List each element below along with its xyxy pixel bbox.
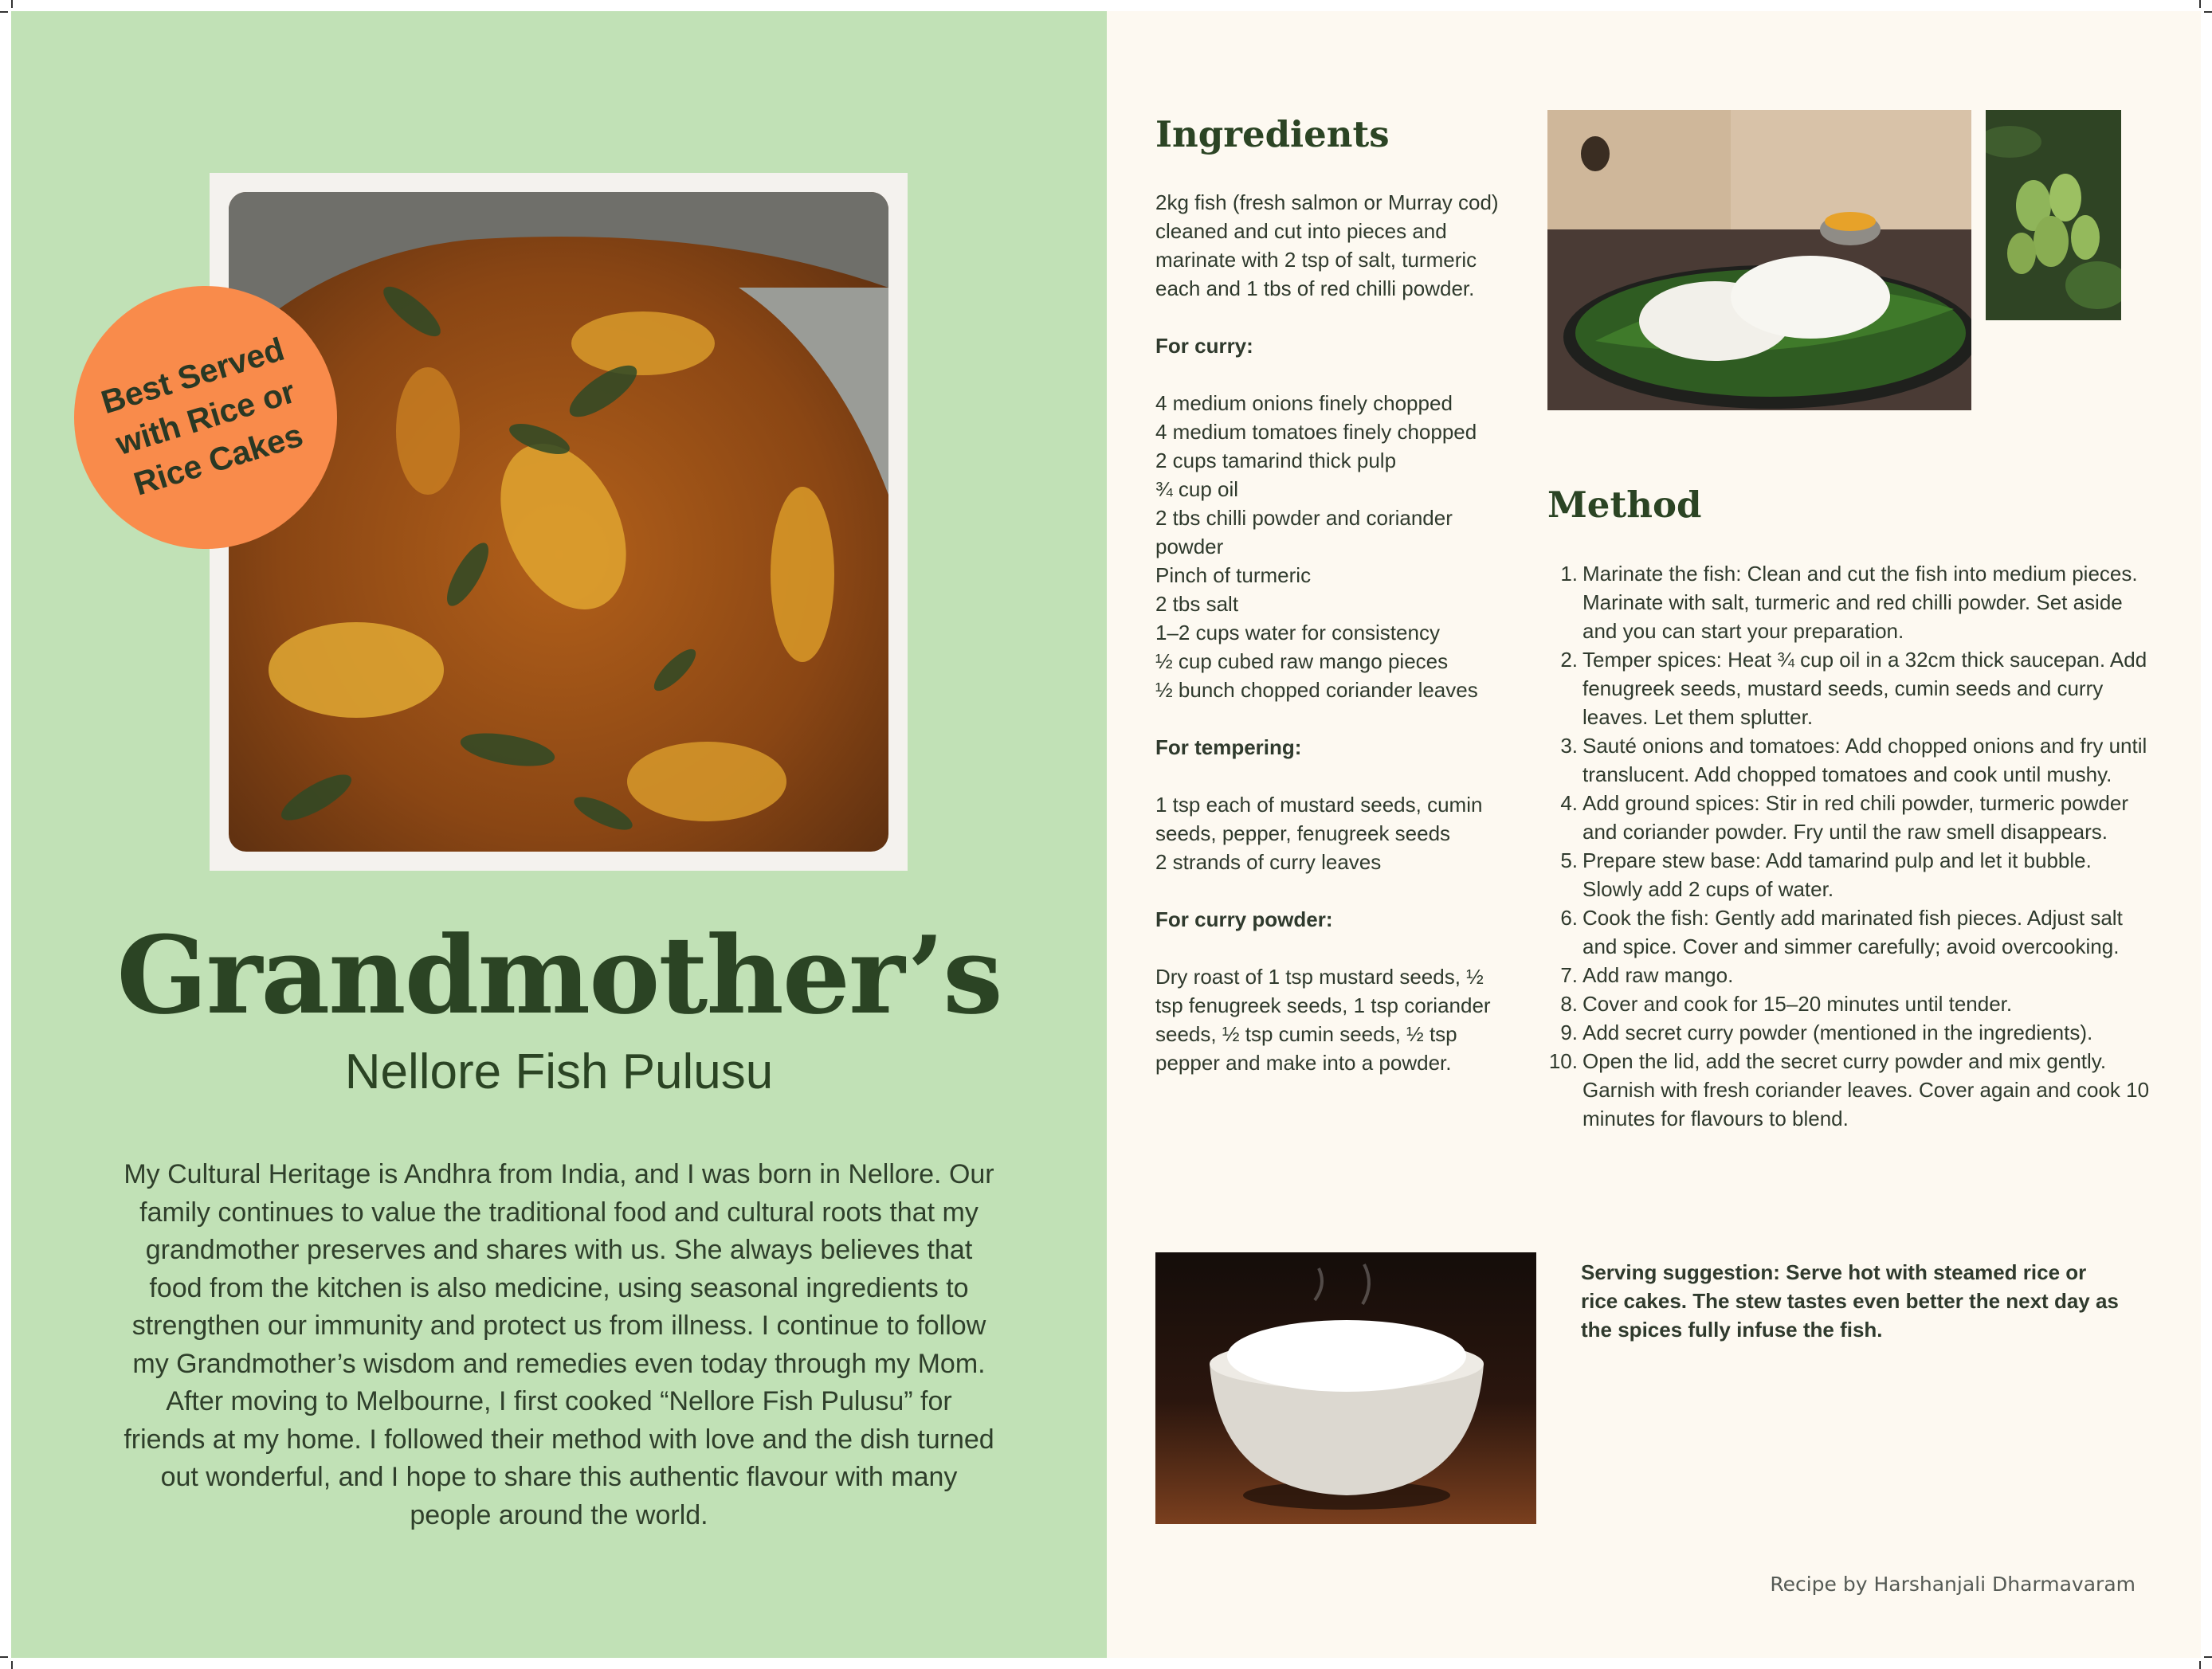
- crop-mark: [0, 11, 8, 13]
- ingredient-item: 2 strands of curry leaves: [1155, 850, 1382, 874]
- method-step: [1547, 731, 2153, 789]
- crop-mark: [2199, 0, 2201, 8]
- ingredient-item: ½ bunch chopped coriander leaves: [1155, 678, 1478, 702]
- ingredient-item: ½ cup cubed raw mango pieces: [1155, 649, 1449, 673]
- method-step: [1547, 789, 2153, 846]
- method-step: [1547, 645, 2153, 731]
- step-text: Add secret curry powder (mentioned in the ingredients).: [1583, 1021, 2093, 1044]
- ingredient-item: 4 medium tomatoes finely chopped: [1155, 420, 1477, 444]
- method-step: [1547, 903, 2153, 961]
- rice-cakes-photo: [1547, 110, 1971, 410]
- ingredient-item: 1–2 cups water for consistency: [1155, 621, 1440, 644]
- method-steps: [1547, 559, 2153, 1133]
- recipe-spread: [11, 11, 2201, 1658]
- step-text: Temper spices: Heat ¾ cup oil in a 32cm thick saucepan. Add fenugreek seeds, mustard seeds, cumin seeds and curry leaves. Let them splutter.: [1583, 648, 2147, 729]
- heritage-story: My Cultural Heritage is Andhra from India, and I was born in Nellore. Our family continues to value the traditional food and cultural roots that my grandmother preserves and shares with us. She always believes that food from the kitchen is also medicine, using seasonal ingredients to strengthen our immunity and protect us from illness. I continue to follow my Grandmother’s wisdom and remedies even today through my Mom. After moving to Melbourne, I first cooked “Nellore Fish Pulusu” for friends at my home. I followed their method with love and the dish turned out wonderful, and I hope to share this authentic flavour with many people around the world.: [124, 1159, 994, 1530]
- curry-powder-subheading: For curry powder:: [1155, 907, 1333, 931]
- step-text: Sauté onions and tomatoes: Add chopped onions and fry until translucent. Add chopped tomatoes and cook until mushy.: [1583, 734, 2147, 786]
- ingredient-item: 1 tsp each of mustard seeds, cumin seeds, pepper, fenugreek seeds: [1155, 793, 1483, 845]
- fish-curry-photo: [210, 173, 908, 871]
- step-number: 9.: [1560, 1021, 1578, 1044]
- steamed-rice-photo: [1155, 1252, 1536, 1524]
- step-text: Cook the fish: Gently add marinated fish pieces. Adjust salt and spice. Cover and simmer carefully; avoid overcooking.: [1583, 906, 2123, 958]
- page-subtitle: Nellore Fish Pulusu: [344, 1044, 774, 1099]
- step-number: 10.: [1548, 1049, 1578, 1073]
- crop-mark: [2199, 1661, 2201, 1669]
- ingredient-item: Pinch of turmeric: [1155, 563, 1312, 587]
- step-number: 5.: [1560, 848, 1578, 872]
- ingredients-heading: Ingredients: [1155, 113, 1390, 155]
- ingredient-item: 2 cups tamarind thick pulp: [1155, 449, 1397, 472]
- method-step: [1547, 961, 2153, 989]
- ingredient-fish: 2kg fish (fresh salmon or Murray cod) cleaned and cut into pieces and marinate with 2 tsp of salt, turmeric each and 1 tbs of red chilli powder.: [1155, 190, 1499, 300]
- step-number: 1.: [1560, 562, 1578, 586]
- fish-curry-image: [229, 192, 888, 852]
- step-number: 8.: [1560, 992, 1578, 1016]
- method-step: [1547, 559, 2153, 645]
- crop-mark: [2204, 1656, 2212, 1658]
- serving-badge: [74, 286, 337, 549]
- step-number: 2.: [1560, 648, 1578, 672]
- page-title: Grandmother’s: [116, 912, 1002, 1038]
- crop-mark: [11, 1661, 13, 1669]
- recipe-credit: Recipe by Harshanjali Dharmavaram: [1770, 1573, 2136, 1596]
- mango-tree-photo: [1986, 110, 2121, 320]
- step-text: Open the lid, add the secret curry powder and mix gently. Garnish with fresh coriander leaves. Cover again and cook 10 minutes for flavours to blend.: [1583, 1049, 2150, 1130]
- ingredient-curry-powder: Dry roast of 1 tsp mustard seeds, ½ tsp fenugreek seeds, 1 tsp coriander seeds, ½ tsp cumin seeds, ½ tsp pepper and make into a powder.: [1155, 965, 1491, 1075]
- method-step: [1547, 989, 2153, 1018]
- method-step: [1547, 1018, 2153, 1047]
- step-text: Marinate the fish: Clean and cut the fish into medium pieces. Marinate with salt, turmeric and red chilli powder. Set aside and you can start your preparation.: [1583, 562, 2138, 643]
- serving-badge-text: Best Served with Rice or Rice Cakes: [96, 330, 308, 503]
- serving-suggestion: Serving suggestion: Serve hot with steamed rice or rice cakes. The stew tastes even better the next day as the spices fully infuse the fish.: [1581, 1260, 2119, 1342]
- step-number: 6.: [1560, 906, 1578, 930]
- ingredient-item: ¾ cup oil: [1155, 477, 1239, 501]
- step-text: Cover and cook for 15–20 minutes until tender.: [1583, 992, 2013, 1016]
- method-step: [1547, 1047, 2153, 1133]
- step-text: Add ground spices: Stir in red chili powder, turmeric powder and coriander powder. Fry until the raw smell disappears.: [1583, 791, 2128, 844]
- method-step: [1547, 846, 2153, 903]
- curry-subheading: For curry:: [1155, 334, 1253, 358]
- ingredient-item: 2 tbs salt: [1155, 592, 1239, 616]
- step-number: 4.: [1560, 791, 1578, 815]
- left-page: [11, 11, 1107, 1658]
- crop-mark: [11, 0, 13, 8]
- step-number: 3.: [1560, 734, 1578, 758]
- step-text: Prepare stew base: Add tamarind pulp and let it bubble. Slowly add 2 cups of water.: [1583, 848, 2092, 901]
- crop-mark: [2204, 11, 2212, 13]
- ingredients-list: [1155, 188, 1506, 1077]
- step-number: 7.: [1560, 963, 1578, 987]
- step-text: Add raw mango.: [1583, 963, 1734, 987]
- ingredient-item: 2 tbs chilli powder and coriander powder: [1155, 506, 1453, 558]
- method-heading: Method: [1547, 484, 1702, 526]
- tempering-subheading: For tempering:: [1155, 735, 1302, 759]
- ingredient-item: 4 medium onions finely chopped: [1155, 391, 1453, 415]
- crop-mark: [0, 1656, 8, 1658]
